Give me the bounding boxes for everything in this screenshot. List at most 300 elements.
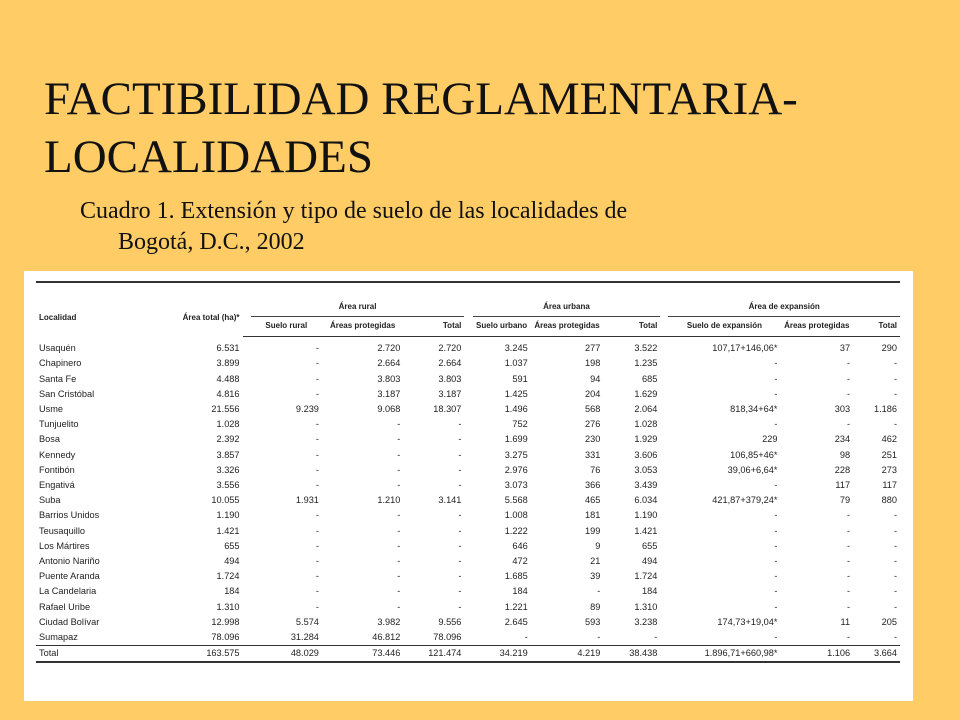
header-group-rural: Área rural bbox=[251, 298, 465, 316]
column-gap bbox=[464, 630, 472, 646]
cell-col-5: 184 bbox=[512, 586, 528, 597]
cell-col-2: - bbox=[315, 540, 319, 551]
cell-col-10: - bbox=[893, 540, 897, 551]
cell-col-3: - bbox=[397, 480, 401, 491]
column-gap bbox=[243, 432, 251, 447]
cell-col-4: - bbox=[458, 586, 462, 597]
cell-col-2: - bbox=[315, 510, 319, 521]
slide-title: FACTIBILIDAD REGLAMENTARIA- LOCALIDADES bbox=[44, 73, 798, 183]
column-gap bbox=[660, 463, 668, 478]
table-row bbox=[36, 432, 900, 447]
cell-col-5: 646 bbox=[512, 540, 528, 551]
cell-col-4: 3.187 bbox=[438, 388, 462, 399]
cell-col-3: 46.812 bbox=[372, 632, 401, 643]
column-gap bbox=[660, 478, 668, 493]
total-cell-col-0: Total bbox=[36, 646, 179, 663]
cell-col-7: 655 bbox=[641, 540, 658, 551]
cell-col-0: Chapinero bbox=[39, 358, 82, 369]
cell-col-5: 1.221 bbox=[504, 601, 528, 612]
column-gap bbox=[660, 417, 668, 432]
cell-col-1: 1.421 bbox=[216, 525, 240, 536]
column-gap bbox=[464, 356, 472, 371]
cell-col-0: Sumapaz bbox=[39, 632, 78, 643]
column-gap bbox=[464, 448, 472, 463]
table-body bbox=[36, 337, 900, 646]
cell-col-3: 2.664 bbox=[377, 358, 401, 369]
cell-col-9: 37 bbox=[839, 343, 851, 354]
column-gap bbox=[464, 402, 472, 417]
cell-col-7: 3.238 bbox=[634, 616, 658, 627]
header-group-urbana: Área urbana bbox=[473, 298, 661, 316]
cell-col-2: 1.931 bbox=[295, 495, 319, 506]
cell-col-8: 39,06+6,64* bbox=[727, 464, 778, 475]
column-gap bbox=[660, 402, 668, 417]
column-gap bbox=[243, 615, 251, 630]
cell-col-0: Puente Aranda bbox=[39, 571, 100, 582]
cell-col-5: 1.008 bbox=[504, 510, 528, 521]
column-gap bbox=[243, 448, 251, 463]
cell-col-4: 3.803 bbox=[438, 373, 462, 384]
column-gap bbox=[464, 478, 472, 493]
table-row bbox=[36, 402, 900, 417]
cell-col-3: - bbox=[397, 419, 401, 430]
cell-col-7: 685 bbox=[641, 373, 658, 384]
cell-col-2: - bbox=[315, 449, 319, 460]
cell-col-9: 303 bbox=[834, 404, 851, 414]
cell-col-6: 198 bbox=[584, 358, 601, 369]
column-gap bbox=[243, 478, 251, 493]
header-areas-protegidas-expansion: Áreas protegidas bbox=[780, 316, 853, 337]
cell-col-9: 228 bbox=[834, 464, 851, 475]
cell-col-2: - bbox=[315, 525, 319, 536]
cell-col-1: 4.816 bbox=[216, 388, 240, 399]
cell-col-7: 1.629 bbox=[634, 388, 658, 399]
cell-col-8: 106,85+46* bbox=[730, 449, 778, 460]
cell-col-5: 1.222 bbox=[504, 525, 528, 536]
cell-col-2: - bbox=[315, 601, 319, 612]
column-gap bbox=[660, 630, 668, 646]
header-total-rural: Total bbox=[403, 316, 464, 337]
column-gap bbox=[243, 356, 251, 371]
cell-col-0: Engativá bbox=[39, 480, 75, 491]
cell-col-4: 9.556 bbox=[438, 616, 462, 627]
total-cell-col-2: 48.029 bbox=[251, 646, 322, 663]
cell-col-2: - bbox=[315, 419, 319, 430]
cell-col-0: Teusaquillo bbox=[39, 525, 85, 536]
cell-col-1: 4.488 bbox=[216, 373, 240, 384]
cell-col-1: 3.326 bbox=[216, 464, 240, 475]
cell-col-0: Usme bbox=[39, 404, 63, 414]
cell-col-2: 5.574 bbox=[295, 616, 319, 627]
cell-col-4: 78.096 bbox=[433, 632, 462, 643]
cell-col-5: 472 bbox=[512, 556, 528, 567]
column-gap bbox=[464, 539, 472, 554]
table-row bbox=[36, 356, 900, 371]
cell-col-4: 2.664 bbox=[438, 358, 462, 369]
cell-col-7: 3.053 bbox=[634, 464, 658, 475]
cell-col-10: 251 bbox=[881, 449, 897, 460]
cell-col-0: Ciudad Bolívar bbox=[39, 616, 100, 627]
cell-col-0: La Candelaria bbox=[39, 586, 97, 597]
cell-col-4: - bbox=[458, 525, 462, 536]
table-row bbox=[36, 493, 900, 508]
column-gap bbox=[464, 569, 472, 584]
total-cell-col-10: 3.664 bbox=[853, 646, 900, 663]
cell-col-6: - bbox=[597, 632, 601, 643]
table-total-row bbox=[36, 646, 900, 663]
cell-col-6: 39 bbox=[590, 571, 601, 582]
header-suelo-rural: Suelo rural bbox=[251, 316, 322, 337]
column-gap bbox=[464, 508, 472, 523]
header-total-expansion: Total bbox=[853, 316, 900, 337]
cell-col-1: 3.556 bbox=[216, 480, 240, 491]
cell-col-10: - bbox=[893, 419, 897, 430]
table-row bbox=[36, 448, 900, 463]
cell-col-10: 117 bbox=[882, 480, 897, 491]
cell-col-6: 230 bbox=[584, 434, 601, 445]
cell-col-1: 3.857 bbox=[216, 449, 240, 460]
cell-col-6: 9 bbox=[595, 540, 601, 551]
cell-col-8: - bbox=[774, 556, 778, 567]
column-gap bbox=[243, 463, 251, 478]
cell-col-4: - bbox=[458, 540, 462, 551]
cell-col-6: 465 bbox=[584, 495, 601, 506]
column-gap bbox=[660, 615, 668, 630]
cell-col-10: - bbox=[893, 586, 897, 597]
column-gap bbox=[660, 554, 668, 569]
cell-col-7: 3.522 bbox=[634, 343, 658, 354]
column-gap bbox=[464, 600, 472, 615]
table-row bbox=[36, 630, 900, 646]
cell-col-5: 3.245 bbox=[504, 343, 528, 354]
cell-col-5: 3.275 bbox=[504, 449, 528, 460]
cell-col-4: - bbox=[458, 480, 462, 491]
table-row bbox=[36, 524, 900, 539]
cell-col-2: - bbox=[315, 571, 319, 582]
column-gap bbox=[464, 337, 472, 357]
cell-col-2: - bbox=[315, 586, 319, 597]
cell-col-8: 107,17+146,06* bbox=[712, 343, 778, 354]
cell-col-10: - bbox=[893, 601, 897, 612]
cell-col-4: 2.720 bbox=[438, 343, 462, 354]
cell-col-10: 462 bbox=[881, 434, 897, 445]
slide-subtitle bbox=[80, 196, 840, 258]
cell-col-7: 1.028 bbox=[634, 419, 658, 430]
cell-col-9: - bbox=[847, 419, 851, 430]
cell-col-6: 181 bbox=[584, 510, 601, 521]
cell-col-10: - bbox=[893, 510, 897, 521]
cell-col-8: - bbox=[774, 601, 778, 612]
column-gap bbox=[243, 569, 251, 584]
cell-col-4: 3.141 bbox=[438, 495, 462, 506]
cell-col-5: 3.073 bbox=[504, 480, 528, 491]
header-total-urbana: Total bbox=[603, 316, 660, 337]
cell-col-6: - bbox=[597, 586, 601, 597]
cell-col-5: 2.645 bbox=[504, 616, 528, 627]
cell-col-9: 79 bbox=[839, 495, 851, 506]
cell-col-8: - bbox=[774, 358, 778, 369]
cell-col-3: 3.187 bbox=[377, 388, 401, 399]
column-gap bbox=[243, 493, 251, 508]
cell-col-6: 199 bbox=[584, 525, 601, 536]
cell-col-6: 76 bbox=[590, 464, 601, 475]
column-gap bbox=[464, 554, 472, 569]
cell-col-8: - bbox=[774, 525, 778, 536]
cell-col-1: 1.724 bbox=[216, 571, 240, 582]
cell-col-0: Kennedy bbox=[39, 449, 76, 460]
subtitle-line-2: Bogotá, D.C., 2002 bbox=[118, 229, 305, 255]
table-group-header bbox=[36, 298, 900, 316]
cell-col-5: 752 bbox=[512, 419, 528, 430]
cell-col-9: 11 bbox=[840, 616, 851, 627]
column-gap bbox=[243, 372, 251, 387]
cell-col-5: 1.425 bbox=[504, 388, 528, 399]
column-gap bbox=[660, 337, 668, 357]
table-row bbox=[36, 372, 900, 387]
cell-col-8: - bbox=[774, 480, 778, 491]
cell-col-8: 229 bbox=[762, 434, 778, 445]
table-row bbox=[36, 584, 900, 599]
cell-col-4: - bbox=[458, 464, 462, 475]
cell-col-10: - bbox=[893, 358, 897, 369]
cell-col-9: 117 bbox=[835, 480, 851, 491]
cell-col-2: 31.284 bbox=[290, 632, 319, 643]
cell-col-2: - bbox=[315, 434, 319, 445]
cell-col-0: Usaquén bbox=[39, 342, 76, 353]
total-cell-col-4: 121.474 bbox=[403, 646, 464, 663]
cell-col-0: San Cristóbal bbox=[39, 388, 95, 399]
cell-col-2: - bbox=[315, 343, 319, 354]
cell-col-3: 2.720 bbox=[377, 343, 401, 354]
column-gap bbox=[660, 508, 668, 523]
cell-col-6: 568 bbox=[584, 404, 601, 414]
table-row bbox=[36, 417, 900, 432]
cell-col-6: 366 bbox=[584, 480, 601, 491]
cell-col-3: - bbox=[397, 571, 401, 582]
cell-col-0: Tunjuelito bbox=[39, 419, 79, 430]
cell-col-8: - bbox=[774, 540, 778, 551]
cell-col-10: - bbox=[893, 525, 897, 536]
table-row bbox=[36, 508, 900, 523]
table-image bbox=[24, 271, 913, 701]
cell-col-4: - bbox=[458, 556, 462, 567]
cell-col-1: 1.028 bbox=[216, 419, 240, 430]
cell-col-2: - bbox=[315, 464, 319, 475]
cell-col-2: - bbox=[315, 480, 319, 491]
column-gap bbox=[660, 646, 668, 663]
cell-col-0: Los Mártires bbox=[39, 540, 90, 551]
total-cell-col-9: 1.106 bbox=[780, 646, 853, 663]
column-gap bbox=[464, 524, 472, 539]
cell-col-4: - bbox=[458, 449, 462, 460]
cell-col-10: - bbox=[893, 388, 897, 399]
total-cell-col-1: 163.575 bbox=[179, 646, 243, 663]
column-gap bbox=[243, 402, 251, 417]
column-gap bbox=[243, 630, 251, 646]
cell-col-6: 276 bbox=[584, 419, 601, 430]
cell-col-3: - bbox=[397, 525, 401, 536]
cell-col-9: - bbox=[847, 571, 851, 582]
cell-col-6: 277 bbox=[584, 343, 601, 354]
cell-col-8: 174,73+19,04* bbox=[717, 616, 778, 627]
subtitle-line-1: Cuadro 1. Extensión y tipo de suelo de las localidades de bbox=[80, 198, 628, 224]
cell-col-5: 2.976 bbox=[504, 464, 528, 475]
cell-col-4: - bbox=[458, 434, 462, 445]
column-gap bbox=[660, 387, 668, 402]
table-row bbox=[36, 600, 900, 615]
cell-col-5: 591 bbox=[512, 373, 528, 384]
cell-col-1: 655 bbox=[224, 540, 240, 551]
total-cell-col-8: 1.896,71+660,98* bbox=[668, 646, 780, 663]
column-gap bbox=[464, 646, 472, 663]
cell-col-7: 1.310 bbox=[634, 601, 658, 612]
cell-col-1: 21.556 bbox=[211, 404, 240, 414]
total-cell-col-6: 4.219 bbox=[531, 646, 604, 663]
cell-col-8: 818,34+64* bbox=[730, 404, 778, 414]
column-gap bbox=[464, 372, 472, 387]
cell-col-1: 1.310 bbox=[216, 601, 240, 612]
column-gap bbox=[243, 584, 251, 599]
cell-col-9: - bbox=[847, 540, 851, 551]
header-localidad: Localidad bbox=[39, 312, 77, 322]
cell-col-10: 290 bbox=[881, 343, 897, 354]
column-gap bbox=[243, 337, 251, 357]
cell-col-4: 18.307 bbox=[433, 404, 462, 414]
column-gap bbox=[660, 600, 668, 615]
cell-col-1: 184 bbox=[224, 586, 240, 597]
cell-col-5: 1.496 bbox=[504, 404, 528, 414]
cell-col-7: 3.606 bbox=[634, 449, 658, 460]
cell-col-1: 6.531 bbox=[216, 342, 240, 353]
cell-col-7: 1.724 bbox=[634, 571, 658, 582]
column-gap bbox=[660, 372, 668, 387]
cell-col-0: Rafael Uribe bbox=[39, 601, 91, 612]
header-suelo-expansion: Suelo de expansión bbox=[668, 316, 780, 337]
table-row bbox=[36, 554, 900, 569]
column-gap bbox=[660, 569, 668, 584]
cell-col-9: - bbox=[847, 510, 851, 521]
cell-col-9: - bbox=[847, 556, 851, 567]
cell-col-5: 1.037 bbox=[504, 358, 528, 369]
table-row bbox=[36, 463, 900, 478]
cell-col-7: 184 bbox=[641, 586, 658, 597]
column-gap bbox=[464, 387, 472, 402]
cell-col-3: 1.210 bbox=[377, 495, 401, 506]
cell-col-6: 593 bbox=[584, 616, 601, 627]
cell-col-3: - bbox=[397, 540, 401, 551]
cell-col-4: - bbox=[458, 419, 462, 430]
column-gap bbox=[660, 432, 668, 447]
table-row bbox=[36, 569, 900, 584]
cell-col-6: 21 bbox=[590, 556, 601, 567]
cell-col-4: - bbox=[458, 571, 462, 582]
cell-col-1: 10.055 bbox=[211, 495, 240, 506]
header-areas-protegidas-urbana: Áreas protegidas bbox=[531, 316, 604, 337]
cell-col-3: - bbox=[397, 601, 401, 612]
column-gap bbox=[660, 448, 668, 463]
cell-col-1: 12.998 bbox=[211, 616, 240, 627]
column-gap bbox=[464, 493, 472, 508]
cell-col-7: 1.190 bbox=[634, 510, 658, 521]
cell-col-7: 494 bbox=[641, 556, 658, 567]
cell-col-1: 78.096 bbox=[211, 632, 240, 643]
cell-col-5: 1.685 bbox=[504, 571, 528, 582]
cell-col-10: - bbox=[893, 556, 897, 567]
cell-col-3: 9.068 bbox=[377, 404, 401, 414]
cell-col-8: - bbox=[774, 373, 778, 384]
column-gap bbox=[243, 508, 251, 523]
cell-col-3: 3.982 bbox=[377, 616, 401, 627]
cell-col-3: - bbox=[397, 556, 401, 567]
column-gap bbox=[243, 554, 251, 569]
cell-col-6: 89 bbox=[590, 601, 601, 612]
column-gap bbox=[660, 539, 668, 554]
cell-col-9: 234 bbox=[834, 434, 851, 445]
cell-col-0: Antonio Nariño bbox=[39, 556, 100, 567]
cell-col-8: - bbox=[774, 388, 778, 399]
cell-col-9: - bbox=[847, 373, 851, 384]
cell-col-0: Santa Fe bbox=[39, 373, 77, 384]
cell-col-9: - bbox=[847, 525, 851, 536]
cell-col-9: - bbox=[847, 586, 851, 597]
table-row bbox=[36, 615, 900, 630]
cell-col-1: 1.190 bbox=[216, 510, 240, 521]
cell-col-4: - bbox=[458, 510, 462, 521]
cell-col-6: 331 bbox=[584, 449, 601, 460]
cell-col-3: - bbox=[397, 586, 401, 597]
cell-col-4: - bbox=[458, 601, 462, 612]
column-gap bbox=[660, 356, 668, 371]
cell-col-2: - bbox=[315, 373, 319, 384]
column-gap bbox=[243, 539, 251, 554]
cell-col-7: - bbox=[654, 632, 658, 643]
total-cell-col-7: 38.438 bbox=[603, 646, 660, 663]
column-gap bbox=[464, 615, 472, 630]
column-gap bbox=[660, 584, 668, 599]
cell-col-8: - bbox=[774, 571, 778, 582]
column-gap bbox=[464, 432, 472, 447]
cell-col-5: 5.568 bbox=[504, 495, 528, 506]
cell-col-9: - bbox=[847, 388, 851, 399]
cell-col-7: 6.034 bbox=[634, 495, 658, 506]
cell-col-10: 273 bbox=[881, 464, 897, 475]
cell-col-2: - bbox=[315, 556, 319, 567]
cell-col-9: 98 bbox=[839, 449, 851, 460]
cell-col-9: - bbox=[847, 358, 851, 369]
cell-col-0: Fontibón bbox=[39, 464, 75, 475]
column-gap bbox=[243, 387, 251, 402]
cell-col-2: - bbox=[315, 388, 319, 399]
cell-col-1: 3.899 bbox=[216, 358, 240, 369]
cell-col-3: - bbox=[397, 449, 401, 460]
cell-col-7: 1.235 bbox=[634, 358, 658, 369]
table-row bbox=[36, 478, 900, 493]
cell-col-3: - bbox=[397, 464, 401, 475]
cell-col-7: 1.421 bbox=[634, 525, 658, 536]
column-gap bbox=[660, 524, 668, 539]
cell-col-1: 494 bbox=[224, 556, 240, 567]
cell-col-10: 1.186 bbox=[874, 404, 897, 414]
cell-col-10: - bbox=[893, 571, 897, 582]
cell-col-0: Barrios Unidos bbox=[39, 510, 100, 521]
cell-col-8: - bbox=[774, 586, 778, 597]
header-suelo-urbano: Suelo urbano bbox=[473, 316, 531, 337]
cell-col-1: 2.392 bbox=[216, 434, 240, 445]
cell-col-3: 3.803 bbox=[377, 373, 401, 384]
column-gap bbox=[660, 493, 668, 508]
cell-col-8: 421,87+379,24* bbox=[712, 495, 778, 506]
cell-col-2: - bbox=[315, 358, 319, 369]
